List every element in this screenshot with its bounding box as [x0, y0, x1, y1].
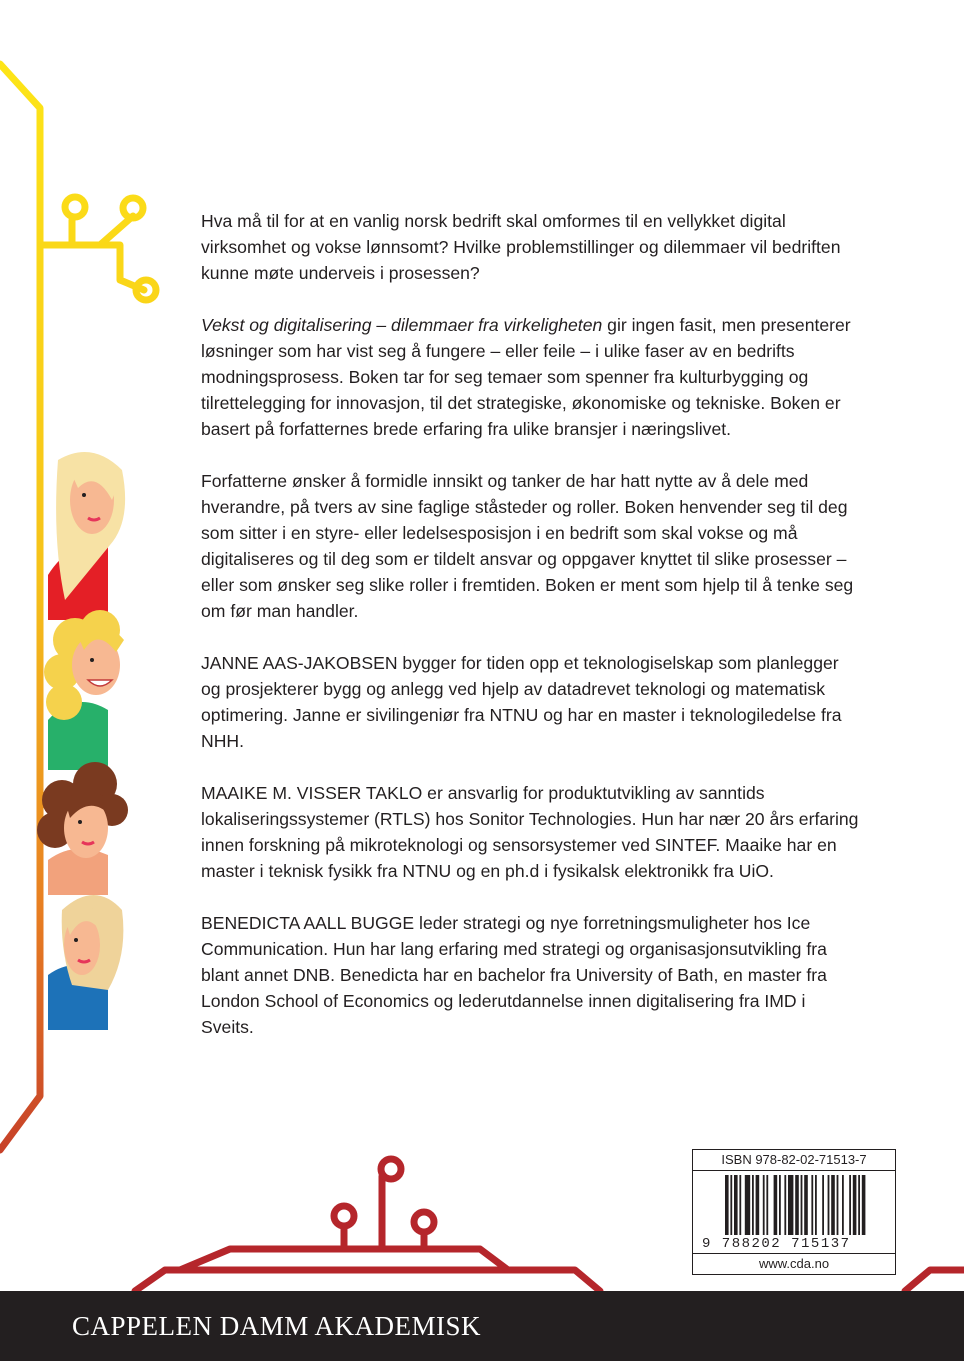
- barcode-bar: [795, 1175, 799, 1235]
- barcode-bar: [815, 1175, 817, 1235]
- barcode-bar: [828, 1175, 830, 1235]
- barcode-bar: [837, 1175, 839, 1235]
- barcode-digits: 9 788202 715137: [702, 1235, 888, 1253]
- barcode-bar: [774, 1175, 778, 1235]
- back-cover-text: [201, 208, 861, 1066]
- woman-figure-icon: [37, 762, 128, 895]
- barcode: [692, 1171, 896, 1253]
- barcode-bar: [766, 1175, 768, 1235]
- barcode-bar: [734, 1175, 738, 1235]
- barcode-bar: [858, 1175, 860, 1235]
- barcode-bar: [842, 1175, 844, 1235]
- woman-figure-icon: [44, 610, 124, 770]
- barcode-bar: [779, 1175, 781, 1235]
- isbn-barcode-box: [692, 1149, 896, 1275]
- barcode-bar: [822, 1175, 824, 1235]
- publisher-footer: [0, 1291, 964, 1361]
- woman-figure-icon: [48, 452, 125, 620]
- barcode-bar: [862, 1175, 866, 1235]
- blurb-description: [201, 312, 861, 442]
- barcode-bar: [739, 1175, 741, 1235]
- barcode-bar: [730, 1175, 732, 1235]
- barcode-bar: [849, 1175, 851, 1235]
- barcode-bar: [853, 1175, 857, 1235]
- author-bio-maaike: MAAIKE M. VISSER TAKLO er ansvarlig for produktutvikling av sanntids lokaliseringssystemer (RTLS) hos Sonitor Technologies. Hun har nær 20 års erfaring innen forskning på mikroteknologi og sensorsystemer ved SINTEF. Maaike har en master i teknisk fysikk fra NTNU og en ph.d i fysikalsk elektronikk fra UiO.: [201, 783, 859, 881]
- blurb-audience: Forfatterne ønsker å formidle innsikt og tanker de har hatt nytte av å dele med hverandre, på tvers av sine faglige ståsteder og roller. Boken henvender seg til deg som sitter i en styre- eller ledelsesposisjon i en bedrift som skal vokse og må digitaliseres og til deg som er tildelt ansvar og oppgaver knyttet til slike prosesser – eller som ønsker seg slike roller i fremtiden. Boken er ment som hjelp til å tenke seg om før man handler.: [201, 471, 854, 621]
- blurb-description-rest: gir ingen fasit, men presenterer løsninger som har vist seg å fungere – eller feile – i ulike faser av en bedrifts modningsprosess. Boken tar for seg temaer som spenner fra kulturbygging og tilrettelegging for innovasjon, til det strategiske, økonomiske og tekniske. Boken er basert på forfatternes brede erfaring fra ulike bransjer i næringslivet.: [201, 315, 851, 439]
- barcode-bar: [784, 1175, 786, 1235]
- barcode-bar: [745, 1175, 750, 1235]
- website-label: www.cda.no: [692, 1253, 896, 1275]
- barcode-bar: [801, 1175, 803, 1235]
- barcode-bar: [831, 1175, 835, 1235]
- barcode-bar: [811, 1175, 813, 1235]
- book-title-italic: Vekst og digitalisering – dilemmaer fra virkeligheten: [201, 315, 603, 335]
- author-bio-benedicta: BENEDICTA AALL BUGGE leder strategi og nye forretningsmuligheter hos Ice Communication. Hun har lang erfaring med strategi og organisasjonsutvikling fra blant annet DNB. Benedicta har en bachelor fra University of Bath, en master fra London School of Economics og lederutdannelse innen digitalisering fra IMD i Sveits.: [201, 913, 827, 1037]
- publisher-name: CAPPELEN DAMM AKADEMISK: [72, 1311, 482, 1341]
- isbn-label: ISBN 978-82-02-71513-7: [692, 1149, 896, 1171]
- barcode-bar: [725, 1175, 729, 1235]
- barcode-bar: [804, 1175, 808, 1235]
- blurb-intro: Hva må til for at en vanlig norsk bedrift skal omformes til en vellykket digital virksomhet og vokse lønnsomt? Hvilke problemstillinger og dilemmaer vil bedriften kunne møte underveis i prosessen?: [201, 211, 841, 283]
- author-bio-janne: JANNE AAS-JAKOBSEN bygger for tiden opp et teknologiselskap som planlegger og prosjekterer bygg og anlegg ved hjelp av datadrevet teknologi og matematisk optimering. Janne er sivilingeniør fra NTNU og har en master i teknologiledelse fra NHH.: [201, 653, 842, 751]
- barcode-bar: [763, 1175, 765, 1235]
- barcode-bar: [752, 1175, 754, 1235]
- woman-figure-icon: [48, 895, 123, 1030]
- barcode-bar: [756, 1175, 760, 1235]
- barcode-bar: [788, 1175, 793, 1235]
